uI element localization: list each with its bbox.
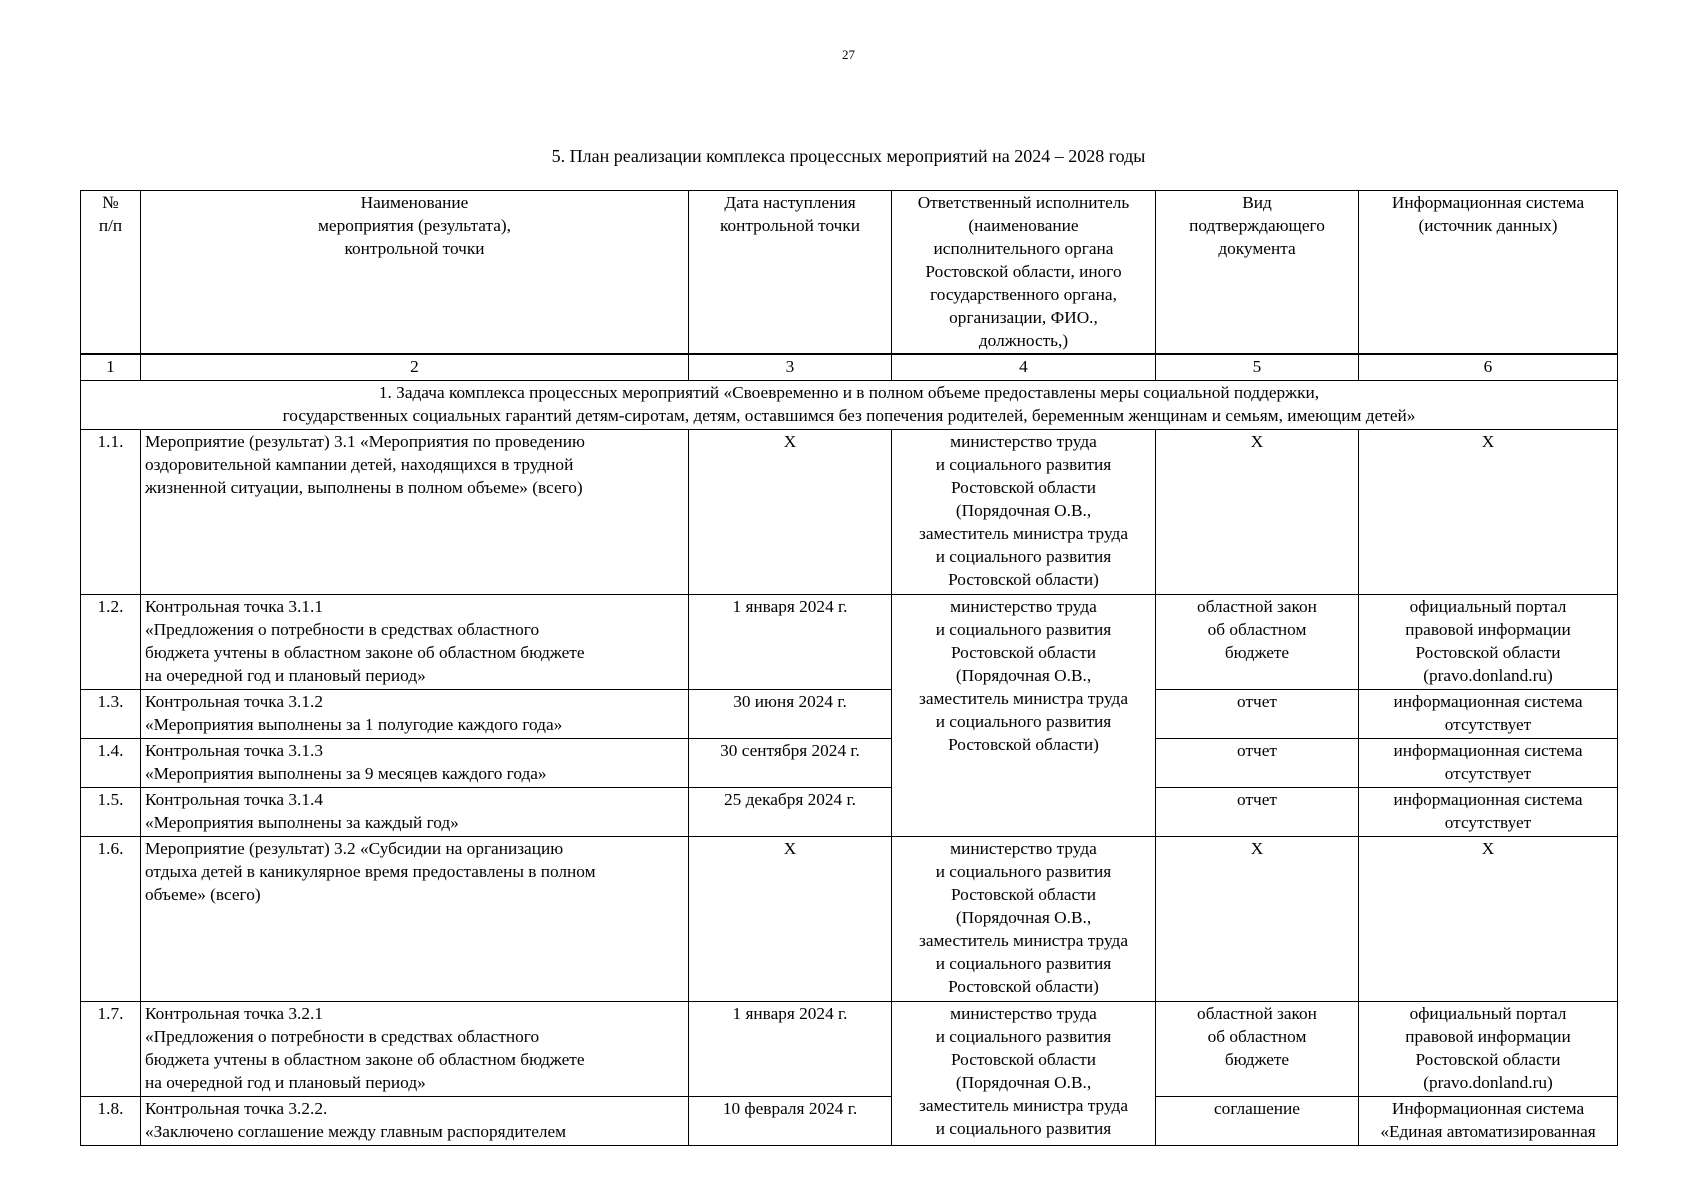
row-responsible: министерство труда и социального развития Ростовской области (Порядочная О.В., заместитель министра труда и социального развития Ростовской области) bbox=[892, 837, 1156, 1002]
column-number: 3 bbox=[689, 354, 892, 381]
row-number: 1.1. bbox=[81, 430, 141, 595]
row-name: Контрольная точка 3.1.2 «Мероприятия выполнены за 1 полугодие каждого года» bbox=[141, 690, 689, 739]
column-number: 2 bbox=[141, 354, 689, 381]
row-system: официальный портал правовой информации Ростовской области (pravo.donland.ru) bbox=[1359, 1002, 1618, 1097]
row-number: 1.5. bbox=[81, 788, 141, 837]
row-name: Контрольная точка 3.2.2. «Заключено соглашение между главным распорядителем bbox=[141, 1097, 689, 1146]
table-row bbox=[81, 690, 1618, 739]
column-number: 5 bbox=[1156, 354, 1359, 381]
row-date: 25 декабря 2024 г. bbox=[689, 788, 892, 837]
table-row bbox=[81, 1097, 1618, 1146]
row-document: Х bbox=[1156, 430, 1359, 595]
row-name: Контрольная точка 3.1.3 «Мероприятия выполнены за 9 месяцев каждого года» bbox=[141, 739, 689, 788]
table-row bbox=[81, 837, 1618, 1002]
row-date: Х bbox=[689, 837, 892, 1002]
task-text: 1. Задача комплекса процессных мероприятий «Своевременно и в полном объеме предоставлены меры социальной поддержки, государственных социальных гарантий детям-сиротам, детям, оставшимся без попечения родителей, беременным женщинам и семьям, имеющим детей» bbox=[81, 381, 1618, 430]
row-date: Х bbox=[689, 430, 892, 595]
row-system: Х bbox=[1359, 430, 1618, 595]
row-number: 1.8. bbox=[81, 1097, 141, 1146]
header-system: Информационная система (источник данных) bbox=[1359, 191, 1618, 355]
document-title: 5. План реализации комплекса процессных мероприятий на 2024 – 2028 годы bbox=[551, 146, 1146, 166]
row-date: 10 февраля 2024 г. bbox=[689, 1097, 892, 1146]
row-name: Мероприятие (результат) 3.1 «Мероприятия по проведению оздоровительной кампании детей, находящихся в трудной жизненной ситуации, выполнены в полном объеме» (всего) bbox=[141, 430, 689, 595]
row-document: отчет bbox=[1156, 788, 1359, 837]
column-number: 6 bbox=[1359, 354, 1618, 381]
row-name: Мероприятие (результат) 3.2 «Субсидии на организацию отдыха детей в каникулярное время предоставлены в полном объеме» (всего) bbox=[141, 837, 689, 1002]
row-date: 1 января 2024 г. bbox=[689, 595, 892, 690]
row-system: Х bbox=[1359, 837, 1618, 1002]
row-date: 30 июня 2024 г. bbox=[689, 690, 892, 739]
row-date: 30 сентября 2024 г. bbox=[689, 739, 892, 788]
header-name: Наименование мероприятия (результата), контрольной точки bbox=[141, 191, 689, 355]
row-date: 1 января 2024 г. bbox=[689, 1002, 892, 1097]
column-number-row bbox=[81, 354, 1618, 381]
header-num: № п/п bbox=[81, 191, 141, 355]
task-row bbox=[81, 381, 1618, 430]
row-document: областной закон об областном бюджете bbox=[1156, 595, 1359, 690]
row-name: Контрольная точка 3.1.4 «Мероприятия выполнены за каждый год» bbox=[141, 788, 689, 837]
row-document: соглашение bbox=[1156, 1097, 1359, 1146]
column-number: 1 bbox=[81, 354, 141, 381]
row-system: информационная система отсутствует bbox=[1359, 739, 1618, 788]
row-system: Информационная система «Единая автоматизированная bbox=[1359, 1097, 1618, 1146]
row-number: 1.4. bbox=[81, 739, 141, 788]
row-document: Х bbox=[1156, 837, 1359, 1002]
row-system: информационная система отсутствует bbox=[1359, 690, 1618, 739]
row-document: отчет bbox=[1156, 739, 1359, 788]
row-responsible: министерство труда и социального развития Ростовской области (Порядочная О.В., заместитель министра труда и социального развития bbox=[892, 1002, 1156, 1146]
table-row bbox=[81, 430, 1618, 595]
row-document: отчет bbox=[1156, 690, 1359, 739]
row-document: областной закон об областном бюджете bbox=[1156, 1002, 1359, 1097]
row-number: 1.3. bbox=[81, 690, 141, 739]
header-responsible: Ответственный исполнитель (наименование исполнительного органа Ростовской области, иного государственного органа, организации, ФИО., должность,) bbox=[892, 191, 1156, 355]
table-row bbox=[81, 595, 1618, 690]
row-name: Контрольная точка 3.2.1 «Предложения о потребности в средствах областного бюджета учтены в областном законе об областном бюджете на очередной год и плановый период» bbox=[141, 1002, 689, 1097]
header-date: Дата наступления контрольной точки bbox=[689, 191, 892, 355]
row-responsible: министерство труда и социального развития Ростовской области (Порядочная О.В., заместитель министра труда и социального развития Ростовской области) bbox=[892, 595, 1156, 837]
plan-table bbox=[80, 190, 1618, 1146]
row-number: 1.6. bbox=[81, 837, 141, 1002]
header-row bbox=[81, 191, 1618, 355]
header-document: Вид подтверждающего документа bbox=[1156, 191, 1359, 355]
row-number: 1.7. bbox=[81, 1002, 141, 1097]
row-name: Контрольная точка 3.1.1 «Предложения о потребности в средствах областного бюджета учтены в областном законе об областном бюджете на очередной год и плановый период» bbox=[141, 595, 689, 690]
page-number: 27 bbox=[842, 47, 855, 62]
table-row bbox=[81, 1002, 1618, 1097]
table-row bbox=[81, 739, 1618, 788]
row-responsible: министерство труда и социального развития Ростовской области (Порядочная О.В., заместитель министра труда и социального развития Ростовской области) bbox=[892, 430, 1156, 595]
table-row bbox=[81, 788, 1618, 837]
row-number: 1.2. bbox=[81, 595, 141, 690]
row-system: официальный портал правовой информации Ростовской области (pravo.donland.ru) bbox=[1359, 595, 1618, 690]
row-system: информационная система отсутствует bbox=[1359, 788, 1618, 837]
column-number: 4 bbox=[892, 354, 1156, 381]
